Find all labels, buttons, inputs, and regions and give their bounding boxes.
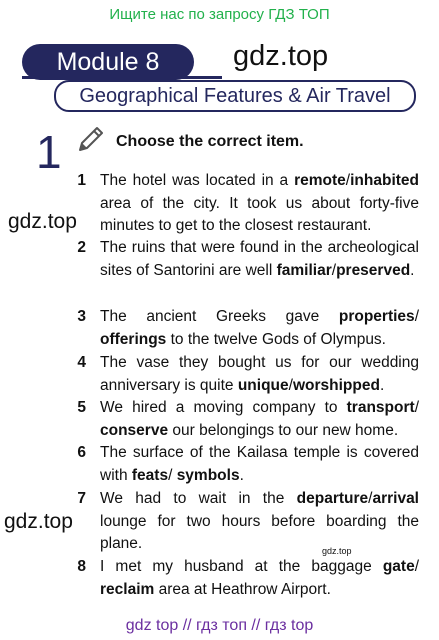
item-number: 6: [77, 444, 86, 461]
item-number: 8: [77, 558, 86, 575]
item-text: The vase they bought us for our wedding anniversary is quite unique/worshipped.: [100, 354, 419, 394]
answer-option: gate: [382, 558, 415, 575]
watermark-small: gdz.top: [322, 546, 352, 556]
item-text: We hired a moving company to transport/ conserve our belongings to our new home.: [100, 399, 419, 439]
item-number: 5: [77, 399, 86, 416]
item-text: The hotel was located in a remote/inhabited area of the city. It took us about forty-five minutes to get to the closest restaurant.: [100, 172, 419, 234]
item-number: 2: [77, 239, 86, 256]
answer-option: arrival: [372, 490, 419, 507]
watermark: gdz.top: [4, 510, 73, 533]
item-text: The ruins that were found in the archeological sites of Santorini are well familiar/preserved.: [100, 239, 419, 279]
pencil-icon: [76, 124, 106, 154]
instruction: Choose the correct item.: [116, 133, 304, 150]
exercise-number: 1: [36, 126, 62, 178]
item-text: We had to wait in the departure/arrival lounge for two hours before boarding the plane.: [100, 490, 419, 552]
answer-option: conserve: [100, 421, 169, 439]
item-number: 1: [77, 172, 86, 189]
top-banner: Ищите нас по запросу ГДЗ ТОП: [109, 6, 330, 23]
item-text: The ancient Greeks gave properties/ offerings to the twelve Gods of Olympus.: [100, 308, 419, 348]
answer-option: unique: [237, 376, 289, 394]
item-text: I met my husband at the baggage gate/ reclaim area at Heathrow Airport.: [100, 558, 419, 598]
module-title: Module 8: [22, 44, 194, 80]
answer-option: departure: [296, 490, 369, 507]
footer: gdz top // гдз топ // гдз top: [125, 617, 314, 634]
watermark: gdz.top: [8, 210, 77, 233]
watermark-main: gdz.top: [233, 40, 329, 72]
answer-option: inhabited: [350, 172, 419, 189]
item-number: 4: [77, 354, 86, 371]
answer-option: offerings: [100, 330, 167, 348]
module-subtitle: Geographical Features & Air Travel: [54, 80, 416, 112]
item-text: The surface of the Kailasa temple is covered with feats/ symbols.: [100, 444, 419, 484]
answer-option: properties: [338, 308, 415, 325]
answer-option: transport: [346, 399, 415, 416]
item-number: 7: [77, 490, 86, 507]
answer-option: preserved: [336, 261, 411, 279]
answer-option: reclaim: [100, 580, 155, 598]
answer-option: feats: [131, 466, 169, 484]
answer-option: remote: [294, 172, 346, 189]
answer-option: worshipped: [292, 376, 380, 394]
item-number: 3: [77, 308, 86, 325]
answer-option: symbols: [176, 466, 240, 484]
answer-option: familiar: [276, 261, 332, 279]
